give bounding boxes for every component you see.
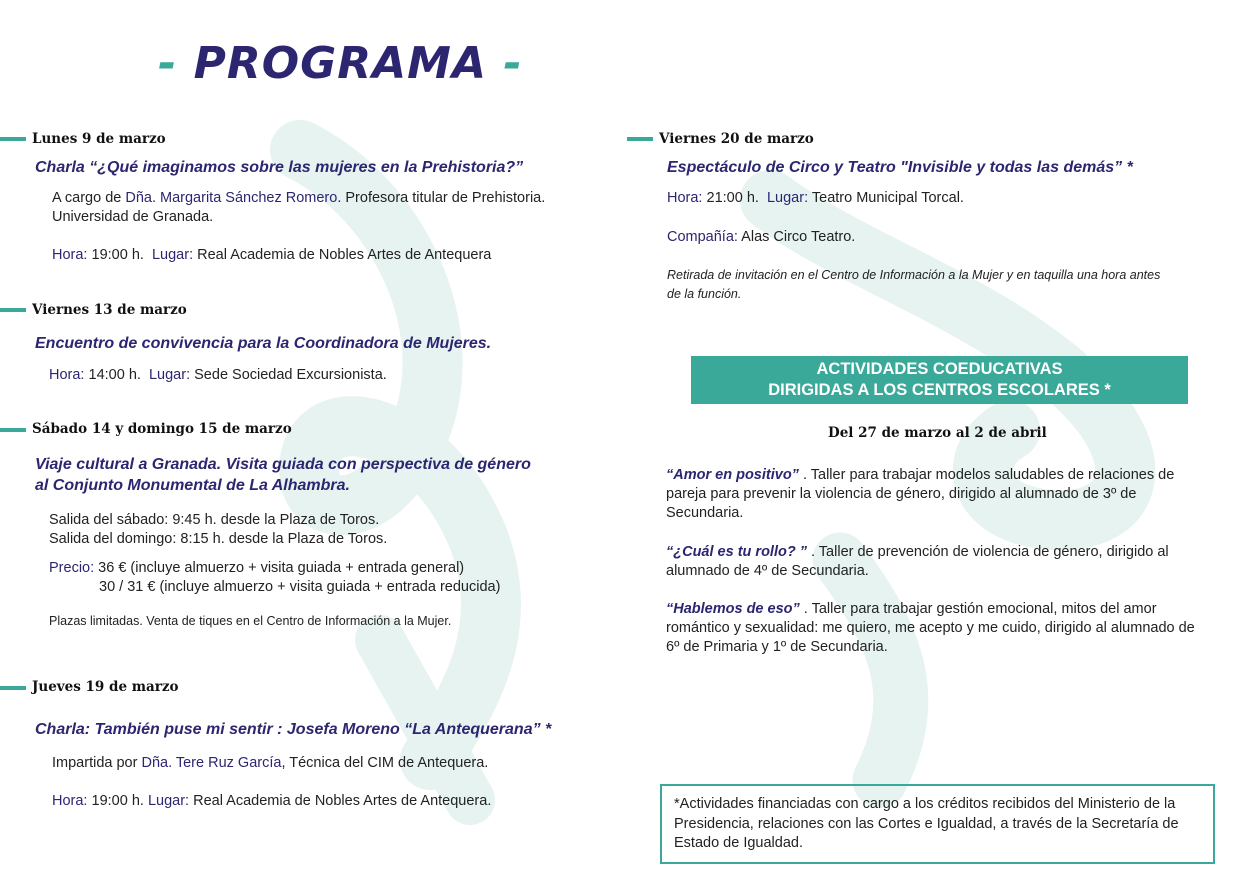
- event-date: Sábado 14 y domingo 15 de marzo: [32, 421, 292, 437]
- event-time-place: Hora: 19:00 h. Lugar: Real Academia de Nobles Artes de Antequera: [52, 247, 492, 263]
- invitation-note: Retirada de invitación en el Centro de Información a la Mujer y en taquilla una hora antes de la función.: [667, 268, 1161, 301]
- event-time-place: Hora: 14:00 h. Lugar: Sede Sociedad Excursionista.: [49, 367, 387, 383]
- event-title: Espectáculo de Circo y Teatro "Invisible y todas las demás” *: [667, 159, 1133, 176]
- page-title: - PROGRAMA -: [158, 38, 523, 89]
- activity-item: “Hablemos de eso” . Taller para trabajar gestión emocional, mitos del amor romántico y sexualidad: me quiero, me acepto y me cuido, dirigido al alumnado de 6º de Primaria y 1º de Secundaria.: [666, 601, 1195, 655]
- event-date: Viernes 20 de marzo: [659, 131, 814, 147]
- event-title: Charla “¿Qué imaginamos sobre las mujeres en la Prehistoria?”: [35, 159, 524, 176]
- event-date: Lunes 9 de marzo: [32, 131, 166, 147]
- event-speaker: Impartida por Dña. Tere Ruz García, Técnica del CIM de Antequera.: [52, 755, 489, 771]
- day-marker-bar: [627, 137, 653, 141]
- event-price: Precio: 36 € (incluye almuerzo + visita guiada + entrada general): [49, 560, 465, 576]
- day-marker-bar: [0, 686, 26, 690]
- day-marker-bar: [0, 137, 26, 141]
- event-title: Encuentro de convivencia para la Coordinadora de Mujeres.: [35, 335, 492, 352]
- funding-note-box: *Actividades financiadas con cargo a los créditos recibidos del Ministerio de la Presidencia, relaciones con las Cortes e Igualdad, a través de la Secretaría de Estado de Igualdad.: [660, 784, 1215, 864]
- event-title: Viaje cultural a Granada. Visita guiada con perspectiva de género al Conjunto Monumental de La Alhambra.: [35, 456, 531, 494]
- activity-item: “¿Cuál es tu rollo? ” . Taller de prevención de violencia de género, dirigido al alumnado de 4º de Secundaria.: [666, 544, 1169, 579]
- day-marker-bar: [0, 308, 26, 312]
- event-speaker: A cargo de Dña. Margarita Sánchez Romero. Profesora titular de Prehistoria. Universidad de Granada.: [52, 190, 546, 225]
- event-departures: Salida del sábado: 9:45 h. desde la Plaza de Toros. Salida del domingo: 8:15 h. desde la Plaza de Toros.: [49, 512, 388, 547]
- event-company: Compañía: Alas Circo Teatro.: [667, 229, 856, 245]
- event-date: Jueves 19 de marzo: [32, 679, 179, 695]
- event-date: Viernes 13 de marzo: [32, 302, 187, 318]
- event-time-place: Hora: 21:00 h. Lugar: Teatro Municipal Torcal.: [667, 190, 964, 206]
- event-time-place: Hora: 19:00 h. Lugar: Real Academia de Nobles Artes de Antequera.: [52, 793, 492, 809]
- coeducational-banner: ACTIVIDADES COEDUCATIVAS DIRIGIDAS A LOS CENTROS ESCOLARES *: [691, 356, 1188, 404]
- event-title: Charla: También puse mi sentir : Josefa Moreno “La Antequerana” *: [35, 721, 552, 738]
- day-marker-bar: [0, 428, 26, 432]
- activities-dates: Del 27 de marzo al 2 de abril: [828, 425, 1047, 441]
- event-seats-note: Plazas limitadas. Venta de tiques en el Centro de Información a la Mujer.: [49, 614, 452, 628]
- activity-item: “Amor en positivo” . Taller para trabajar modelos saludables de relaciones de pareja para prevenir la violencia de género, dirigido al alumnado de 3º de Secundaria.: [666, 467, 1175, 521]
- event-price-reduced: 30 / 31 € (incluye almuerzo + visita guiada + entrada reducida): [99, 579, 501, 595]
